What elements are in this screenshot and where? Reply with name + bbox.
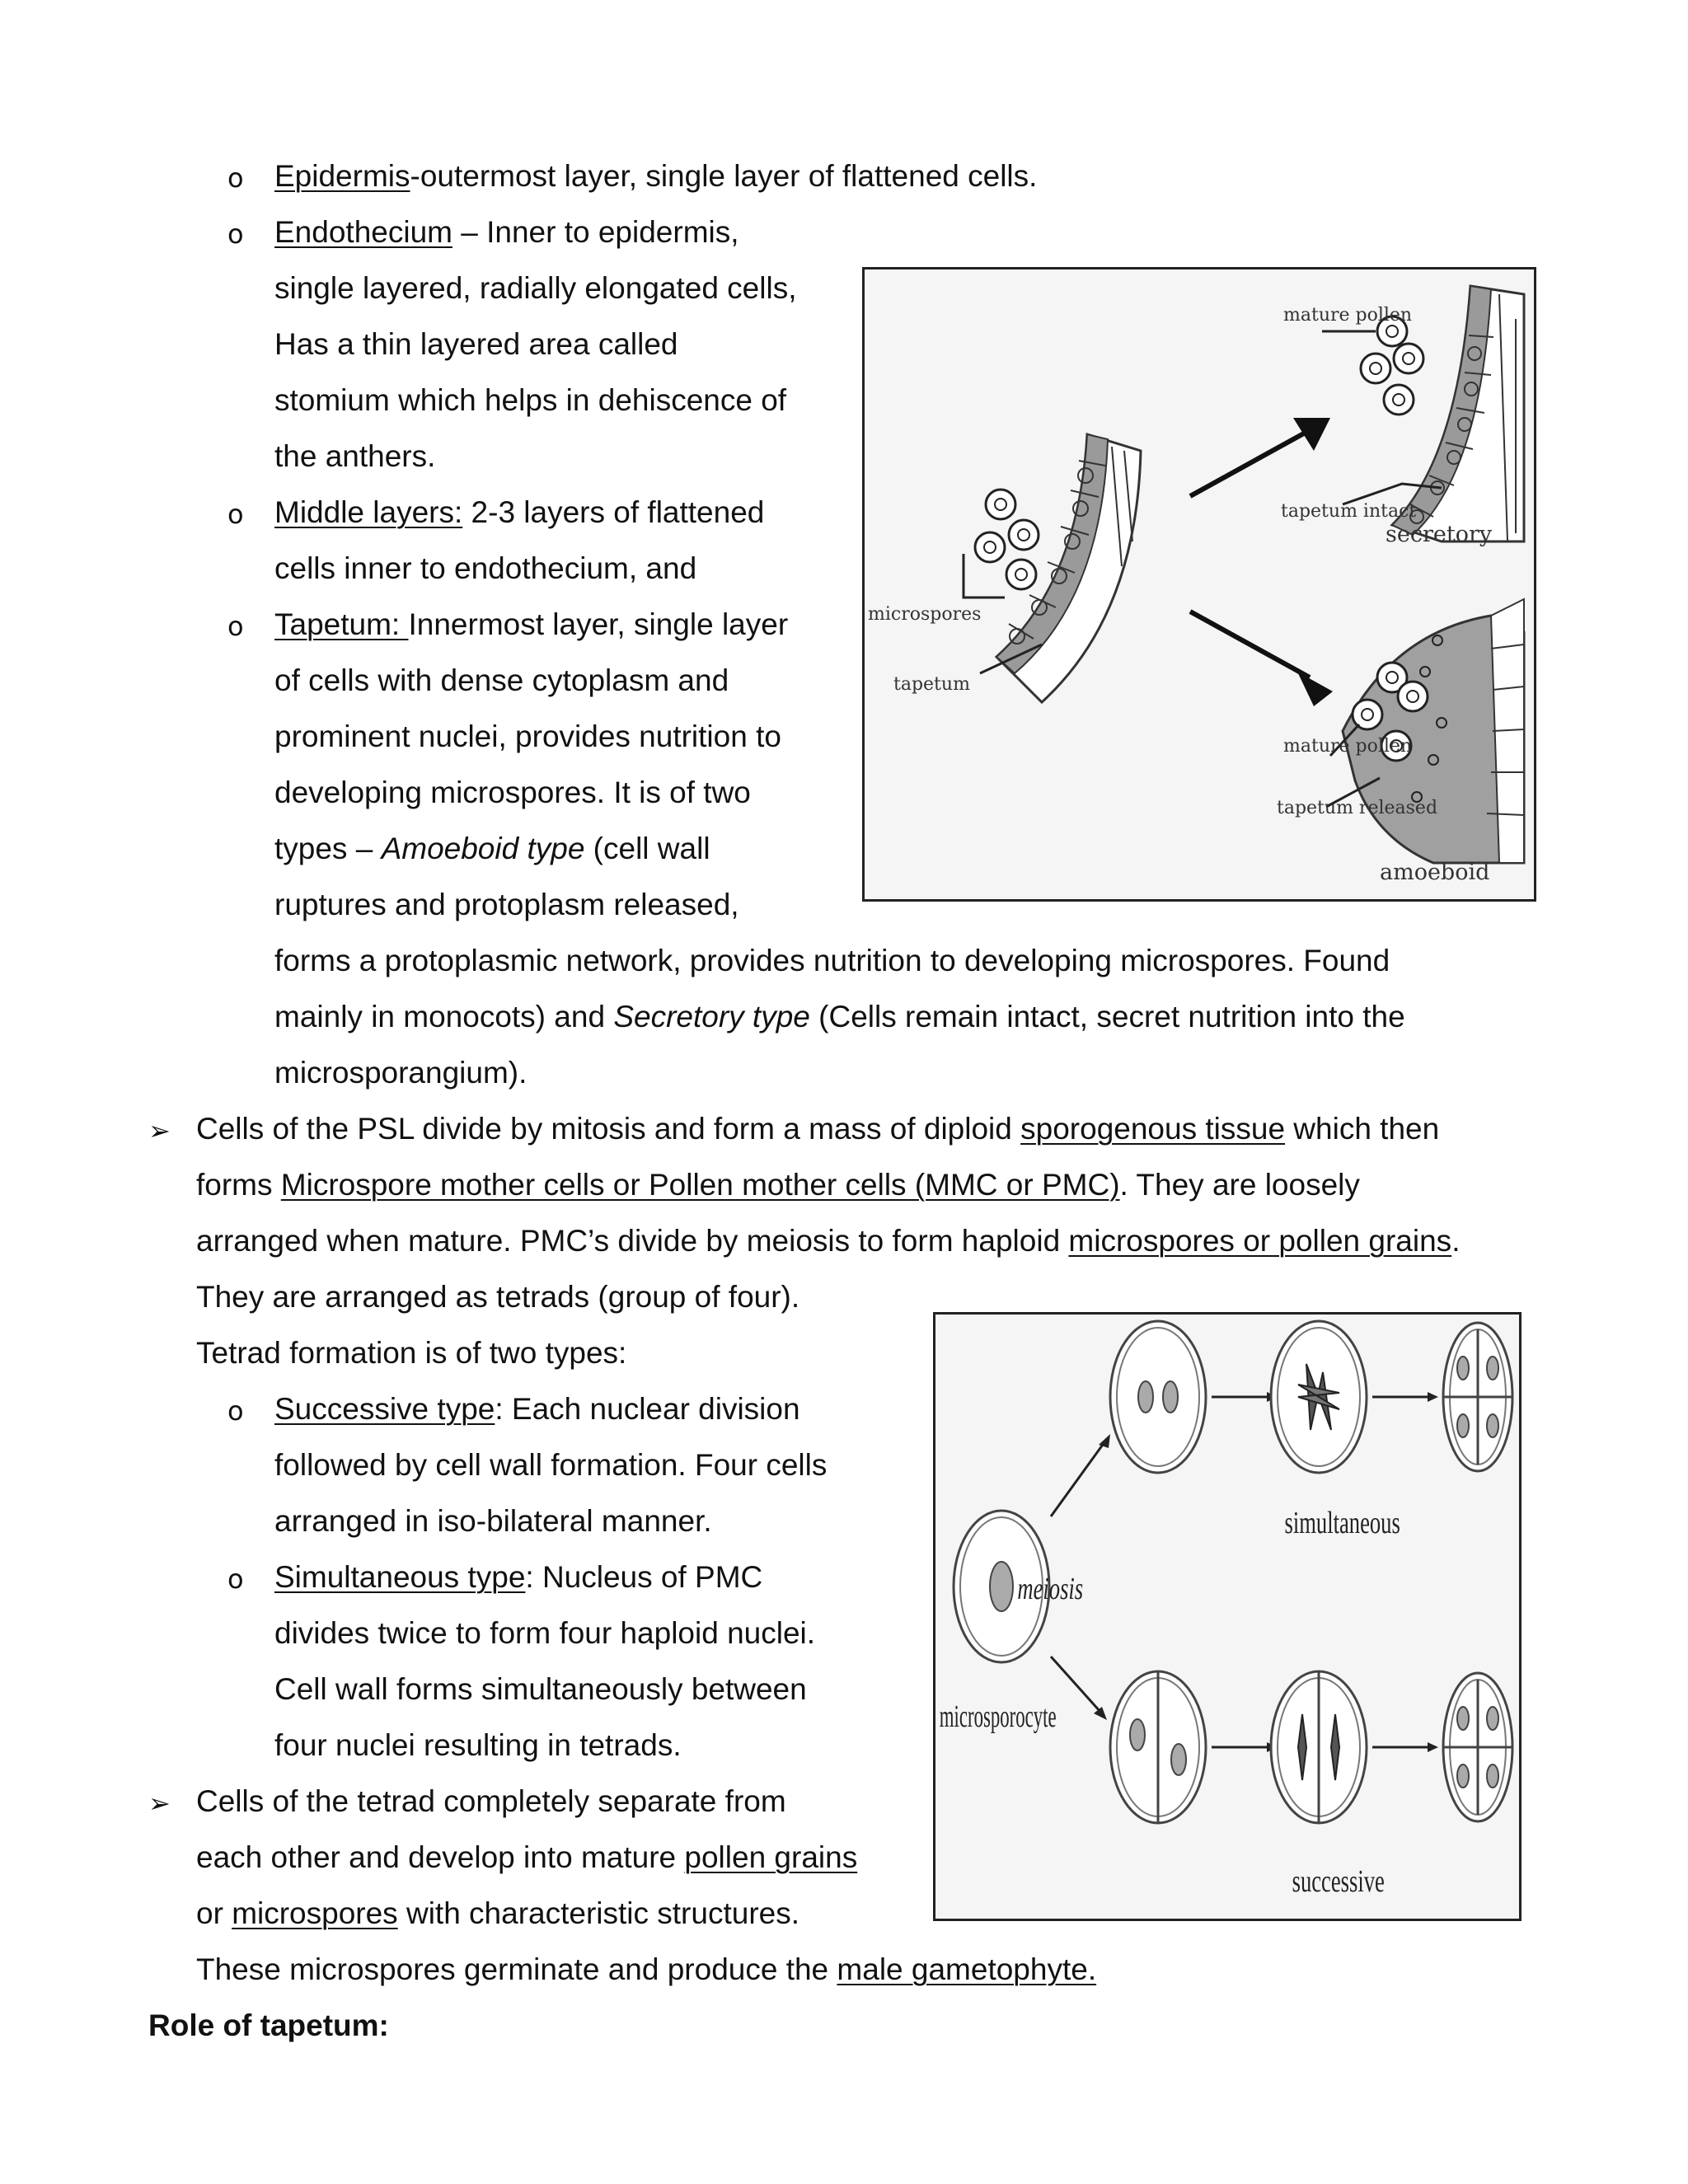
male-gametophyte-term: male gametophyte. bbox=[837, 1952, 1097, 1986]
tapetum-types-figure bbox=[862, 267, 1536, 902]
list-bullet: o bbox=[227, 162, 244, 194]
tapetum-released-label: tapetum released bbox=[1277, 798, 1438, 818]
mature-pollen-label-2: mature pollen bbox=[1283, 736, 1413, 757]
psl-l3-a: arranged when mature. PMC’s divide by meiosis to form haploid bbox=[196, 1224, 1069, 1258]
list-bullet: o bbox=[227, 1395, 244, 1427]
text-line: arranged in iso-bilateral manner. bbox=[274, 1504, 712, 1538]
text-line bbox=[196, 1110, 1439, 1148]
microsporocyte-label: microsporocyte bbox=[939, 1699, 1057, 1734]
arrow-right bbox=[1212, 1742, 1278, 1752]
endothecium-term: Endothecium bbox=[274, 215, 452, 249]
list-bullet: o bbox=[227, 499, 244, 530]
text-line: cells inner to endothecium, and bbox=[274, 551, 697, 585]
secretory-label: secretory bbox=[1386, 522, 1493, 547]
successive-item bbox=[274, 1390, 800, 1428]
microspores-pollen-term: microspores or pollen grains bbox=[1068, 1224, 1452, 1258]
successive-cell-2 bbox=[1271, 1671, 1367, 1823]
text-line: divides twice to form four haploid nuclei. bbox=[274, 1616, 816, 1650]
successive-label: successive bbox=[1292, 1864, 1385, 1900]
text-line: single layered, radially elongated cells, bbox=[274, 271, 797, 305]
arrow-right bbox=[1212, 1392, 1278, 1402]
successive-type-term: Successive type bbox=[274, 1392, 495, 1426]
psl-l3-b: . bbox=[1451, 1224, 1461, 1258]
tapetum-label: tapetum bbox=[893, 674, 970, 695]
epidermis-term: Epidermis bbox=[274, 159, 410, 193]
text-line: stomium which helps in dehiscence of bbox=[274, 383, 787, 417]
amoeboid-after: (cell wall bbox=[584, 832, 710, 865]
tapetum-term: Tapetum: bbox=[274, 607, 409, 641]
mmc-pmc-term: Microspore mother cells or Pollen mother cells (MMC or PMC) bbox=[280, 1168, 1120, 1202]
pollen-grains-term: pollen grains bbox=[684, 1840, 858, 1874]
simultaneous-item bbox=[274, 1558, 762, 1596]
successive-l1: : Each nuclear division bbox=[495, 1392, 800, 1426]
microspores-label: microspores bbox=[868, 604, 982, 625]
sep-l3-b: with characteristic structures. bbox=[397, 1896, 799, 1930]
simultaneous-cell-2 bbox=[1271, 1321, 1367, 1473]
text-line: Tetrad formation is of two types: bbox=[196, 1336, 627, 1370]
text-line: ruptures and protoplasm released, bbox=[274, 888, 739, 921]
amoeboid-type-term: Amoeboid type bbox=[381, 832, 585, 865]
simultaneous-tetrad bbox=[1443, 1323, 1512, 1471]
sep-l3-a: or bbox=[196, 1896, 232, 1930]
endothecium-item bbox=[274, 213, 739, 251]
simultaneous-cell-1 bbox=[1110, 1321, 1206, 1473]
arrow-to-secretory bbox=[1190, 418, 1330, 496]
epidermis-text: -outermost layer, single layer of flattened cells. bbox=[410, 159, 1038, 193]
secretory-type-term: Secretory type bbox=[613, 1000, 810, 1033]
text-line bbox=[196, 1839, 857, 1877]
text-line: forms a protoplasmic network, provides nutrition to developing microspores. Found bbox=[274, 944, 1390, 977]
psl-l1-a: Cells of the PSL divide by mitosis and form a mass of diploid bbox=[196, 1112, 1021, 1146]
sep-l4-a: These microspores germinate and produce the bbox=[196, 1952, 837, 1986]
text-line: developing microspores. It is of two bbox=[274, 776, 751, 809]
amoeboid-wall bbox=[1343, 599, 1524, 863]
text-line bbox=[274, 830, 710, 868]
tapetum-text: Innermost layer, single layer bbox=[408, 607, 789, 641]
meiosis-label: meiosis bbox=[1017, 1572, 1084, 1607]
successive-tetrad bbox=[1443, 1673, 1512, 1821]
successive-cell-1 bbox=[1110, 1671, 1206, 1823]
text-line bbox=[274, 998, 1405, 1036]
text-line bbox=[196, 1951, 1096, 1989]
endothecium-text: – Inner to epidermis, bbox=[452, 215, 739, 249]
microspores-term: microspores bbox=[232, 1896, 398, 1930]
text-line: Cell wall forms simultaneously between bbox=[274, 1672, 807, 1706]
text-line: the anthers. bbox=[274, 439, 436, 473]
sep-l2-a: each other and develop into mature bbox=[196, 1840, 685, 1874]
tapetum-diagram bbox=[865, 269, 1534, 899]
arrow-down bbox=[1051, 1657, 1107, 1720]
simultaneous-label: simultaneous bbox=[1284, 1506, 1400, 1541]
text-line bbox=[196, 1222, 1460, 1260]
text-line: Has a thin layered area called bbox=[274, 327, 678, 361]
amoeboid-label: amoeboid bbox=[1380, 860, 1490, 885]
list-bullet: o bbox=[227, 1563, 244, 1595]
arrow-bullet: ➢ bbox=[148, 1115, 171, 1146]
psl-l2-a: forms bbox=[196, 1168, 281, 1202]
middle-layers-text: 2-3 layers of flattened bbox=[462, 495, 765, 529]
text-line: four nuclei resulting in tetrads. bbox=[274, 1728, 682, 1762]
text-line bbox=[196, 1895, 799, 1933]
line4-a: mainly in monocots) and bbox=[274, 1000, 614, 1033]
text-line bbox=[196, 1166, 1360, 1204]
tetrad-formation-figure bbox=[933, 1312, 1522, 1921]
arrow-up bbox=[1051, 1434, 1110, 1516]
arrow-right bbox=[1372, 1742, 1438, 1752]
psl-l2-b: . They are loosely bbox=[1119, 1168, 1360, 1202]
text-line: prominent nuclei, provides nutrition to bbox=[274, 719, 781, 753]
text-line: They are arranged as tetrads (group of four). bbox=[196, 1280, 800, 1314]
list-bullet: o bbox=[227, 218, 244, 250]
text-line: microsporangium). bbox=[274, 1056, 528, 1090]
tetrad-diagram bbox=[935, 1315, 1519, 1919]
simultaneous-l1: : Nucleus of PMC bbox=[525, 1560, 763, 1594]
middle-layers-item bbox=[274, 494, 764, 532]
text-line: Cells of the tetrad completely separate from bbox=[196, 1784, 786, 1818]
tapetum-item bbox=[274, 606, 788, 644]
arrow-bullet: ➢ bbox=[148, 1788, 171, 1819]
tapetum-intact-label: tapetum intact bbox=[1281, 501, 1417, 522]
role-of-tapetum-heading: Role of tapetum: bbox=[148, 2008, 389, 2042]
list-bullet: o bbox=[227, 611, 244, 642]
epidermis-item bbox=[274, 157, 1037, 195]
mature-pollen-label-1: mature pollen bbox=[1283, 305, 1413, 326]
text-line: followed by cell wall formation. Four cells bbox=[274, 1448, 828, 1482]
simultaneous-type-term: Simultaneous type bbox=[274, 1560, 526, 1594]
line4-b: (Cells remain intact, secret nutrition into the bbox=[809, 1000, 1405, 1033]
text-line: of cells with dense cytoplasm and bbox=[274, 663, 729, 697]
middle-layers-term: Middle layers: bbox=[274, 495, 463, 529]
sporogenous-tissue-term: sporogenous tissue bbox=[1020, 1112, 1286, 1146]
arrow-to-amoeboid bbox=[1190, 612, 1333, 706]
arrow-right bbox=[1372, 1392, 1438, 1402]
psl-l1-b: which then bbox=[1285, 1112, 1440, 1146]
microspores-left bbox=[975, 490, 1039, 589]
types-prefix: types – bbox=[274, 832, 382, 865]
